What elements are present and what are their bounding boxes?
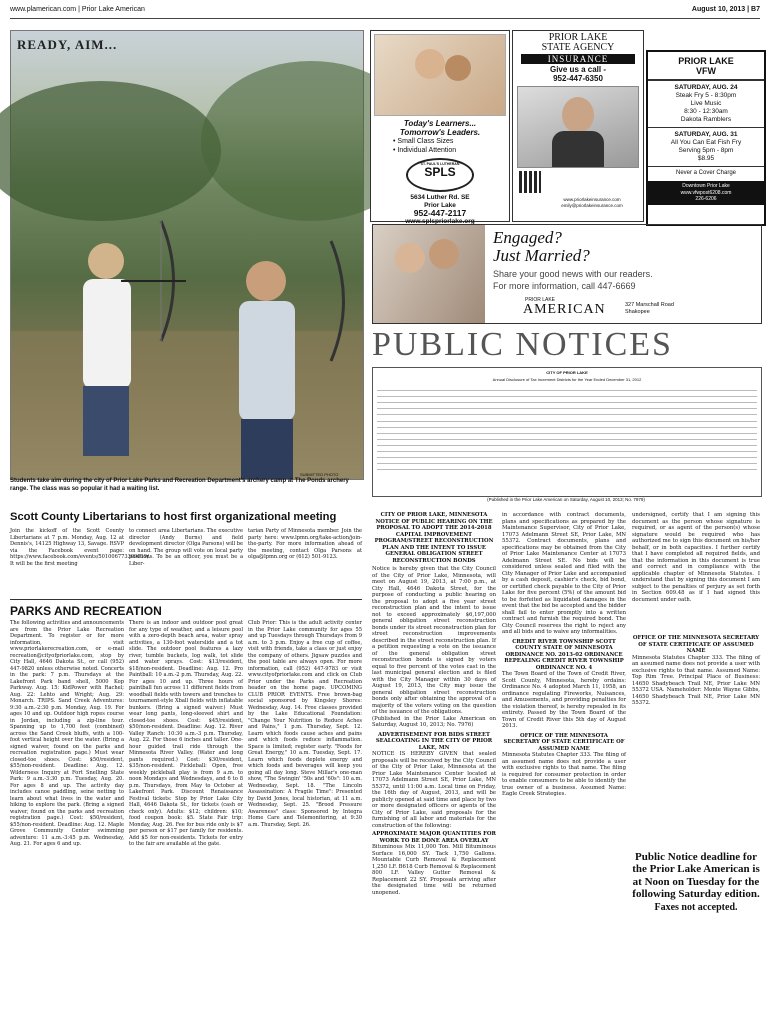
page-header [10, 6, 760, 19]
spls-web: www.splspriorlake.org [405, 218, 475, 225]
cert2-title: OFFICE OF THE MINNESOTA SECRETARY OF STATE CERTIFICATE OF ASSUMED NAME [503, 732, 625, 752]
libertarian-col1: Join the kickoff of the Scott County Libertarians at 7 p.m. Monday, Aug. 12 at Dennis's, 14125 Highway 13, Savage. RSVP via the Facebook event page: https://www.facebook.com/events/501006773309019/. It will be the first meeting [10, 528, 151, 567]
spls-logo-text: SPLS [424, 165, 456, 179]
vfw-footer1: Downtown Prior Lake [682, 183, 730, 189]
ins-line1: PRIOR LAKE [548, 32, 608, 43]
date-page: August 10, 2013 | B7 [691, 6, 760, 13]
public-notices-title: PUBLIC NOTICES [372, 326, 673, 363]
archery-scene-illustration [11, 31, 363, 479]
notice1-body: Notice is hereby given that the City Council of the City of Prior Lake, Minnesota, will meet on August 19, 2013, at 7:00 p.m., at City Hall, 4646 Dakota Street, for the purpose of conducting a public hearing on the proposal to adopt a five year street reconstruction plan and the intent to issue not to exceed approximately $6,197,000 general obligation street reconstruction bonds under its street reconstruction plan for street reconstruction improvements described in the street reconstruction plan. If a petition requesting a vote on the issuance of the general obligation street reconstruction bonds is signed by voters equal to five percent of the votes cast in the last municipal general election and is filed with the City Manager within 30 days of August 19, 2013, the City may issue the general obligation street reconstruction bonds only after obtaining the approval of a majority of the voters voting on the question of the issuance of the obligations. [372, 566, 496, 715]
photo-title: READY, AIM... [17, 37, 118, 52]
students-photo [374, 34, 506, 116]
vfw-event1-l1: Steak Fry 5 - 8:30pm [675, 92, 737, 99]
spls-logo [406, 158, 474, 192]
spls-bullet2: • Individual Attention [393, 147, 457, 154]
vfw-event2-l1: All You Can Eat Fish Fry [670, 139, 742, 146]
engaged-ad [372, 224, 762, 324]
notices-col2 [502, 512, 626, 1018]
vfw-title1: PRIOR LAKE [678, 56, 734, 66]
vfw-cover: Never a Cover Charge [675, 170, 737, 176]
vfw-event1-l3: 8:30 - 12:30am [684, 108, 728, 115]
vfw-footer2: www.vfwpost6208.com [680, 189, 732, 196]
site-name: www.plamerican.com | Prior Lake American [10, 6, 145, 13]
cert3-body: Minnesota Statutes Chapter 333. The filing of an assumed name does not provide a user with exclusive rights to that name. Assumed Name: Top Rim Tree. Principal Place of Business: 14650 Shadybeach Trail NE, Prior Lake MN 55372 USA. Nameholder: Monte Wayne Gibbs, 14650 Shadybeach Trail NE, Prior Lake MN 55372. [632, 654, 760, 706]
notice1-title: CITY OF PRIOR LAKE, MINNESOTA NOTICE OF PUBLIC HEARING ON THE PROPOSAL TO ADOPT THE 2014-2018 CAPITAL IMPROVEMENT PROGRAM/STREET RECONSTRUCTION PLAN AND THE INTENT TO ISSUE GENERAL OBLIGATION STREET RECONSTRUCTION BONDS [374, 512, 494, 564]
deadline-notice: Public Notice deadline for the Prior Lake American is at Noon on Tuesday for the following Saturday edition. [632, 850, 760, 900]
spls-phone: 952-447-2117 [413, 208, 467, 218]
libertarian-headline: Scott County Libertarians to host first organizational meeting [10, 511, 337, 523]
notice2-work: Bituminous Mix 11,000 Ton. Mill Bituminous Surface 16,000 SY. Tack 1,750 Gallons. Mountable Curb Removal & Replacement 1,250 LF. B618 Curb Removal & Replacement 800 LF. Valley Gutter Removal & Replacement 22 SY. Proposals arriving after the designated time will be returned unopened. [372, 844, 496, 896]
notice2-body: NOTICE IS HEREBY GIVEN that sealed proposals will be received by the City Council of the City of Prior Lake, Minnesota at the Prior Lake Maintenance Center located at 17073 Adelmann Street SE, Prior Lake, MN 55372, until 11:00 a.m. Local time on Friday, the 16th day of August, 2013, and will be publicly opened at said time and place by two or more designated officers or agents of the City of Prior Lake, said proposals for the furnishing of all labor and materials for the construction of the following: [372, 751, 496, 829]
ins-web: www.priorlakeinsurance.com [563, 197, 621, 202]
tif-disclosure-table [372, 367, 762, 497]
fax-notice: Faxes not accepted. [654, 901, 738, 913]
spls-address1: 5634 Luther Rd. SE [410, 194, 470, 201]
parks-col1: The following activities and announcements are from the Prior Lake Recreation Department. To register or for more information, visit www.priorlakerecreation.com, or e-mail recreation@cityofpriorlake.com, stop by City Hall, 4646 Dakota St., or call (952) 447-9820 unless otherwise noted. Concerts in the park: 7 p.m. Thursdays at the Lakefront Park band shell, 5000 Kop Parkway. Aug. 15: KidPower with Rachel; Aug. 22: Lehto and Wright; Aug. 29: Monarch. TRIPS. Sand Creek Adventures: 9:30 a.m.-2:30 p.m. Monday, Aug. 19. For ages 10 and up. Outdoor high ropes course in Jordan, including a zip-line tour. Spanning up to 1,700 feet (combined) across the Sand Creek bluffs, with a 100-foot vertical height over the water. (Bring a signed waiver, found on the parks and recreation registration page.) Must wear closed-toe shoes. Cost: $50/resident, $55/non-resident. Deadline: Aug. 12. Wilderness Inquiry at Fort Snelling State Park: 9 a.m.-3:30 p.m. Tuesday, Aug. 20. For ages 8 and up. The activity day includes canoe paddling, seine netting to learn about what lives in the water and hiking to explore the park. (Bring a signed waiver, found on the parks and recreation registration page.) Cost: $50/resident, $55/non-resident. Deadline: Aug. 12. Maple Grove Community Center swimming adventure: 11 a.m.-3:45 p.m. Wednesday, Aug. 21. For ages 6 and up. [10, 620, 124, 847]
notice1-pub: (Published in the Prior Lake American on Saturday, August 10, 2013; No. 7976) [372, 715, 496, 728]
table-rows [377, 385, 757, 470]
vfw-event2-l3: $8.95 [697, 155, 715, 162]
vfw-event1-l2: Live Music [690, 100, 722, 107]
ins-email: emily@priorlakeinsurance.com [561, 203, 623, 208]
cert2-body: Minnesota Statutes Chapter 333. The filing of an assumed name does not provide a user with exclusive rights to that name. The filing is required for consumer protection in order to enable consumers to be able to identify the true owner of a business. Assumed Name: Eagle Creek Strategies. [502, 752, 626, 797]
cert-continued: undersigned, certify that I am signing this document as the person whose signature is required, or as agent of the person(s) whose signature would be required who has authorized me to sign this document on his/her behalf, or in both capacities. I further certify that I have completed all required fields, and that the information in this document is true and correct and in compliance with the applicable chapter of Minnesota Statutes. I understand that by signing this document I am subject to the penalties of perjury as set forth in Section 609.48 as if I had signed this document under oath. [632, 512, 760, 603]
spls-headline2: Tomorrow's Leaders. [399, 128, 481, 137]
notice2-title: ADVERTISEMENT FOR BIDS STREET SEALCOATING IN THE CITY OF PRIOR LAKE, MN [375, 731, 493, 751]
parks-headline: PARKS AND RECREATION [10, 604, 162, 618]
photo-caption: Students take aim during the city of Prior Lake Parks and Recreation Department's archery camp at The Ponds archery range. The class was so popular it had a waiting list. [10, 478, 349, 492]
photo-credit: SUBMITTED PHOTO [300, 472, 339, 477]
qr-code-icon[interactable] [519, 171, 541, 193]
vfw-event1-l4: Dakota Ramblers [680, 116, 732, 123]
insurance-ad [512, 30, 644, 222]
archery-photo [10, 30, 364, 480]
notice2-continued: in accordance with contract documents, plans and specifications as prepared by the Maintenance Supervisor, City of Prior Lake, 17073 Adelmann Street SE, Prior Lake, MN 55372. Contract documents, plans and specifications may be obtained from the City of Prior Lake Maintenance Center at 17073 Adelmann Street SE. No bids will be considered unless sealed and filed with the City Manager of Prior Lake and accompanied by a cash deposit, cashier's check, bid bond, or certified check payable to the City of Prior Lake for five percent (5%) of the amount bid to be forfeited as liquidated damages in the event that the bid be accepted and the bidder shall fail to enter promptly into a written contract and furnish the required bond. The City Council reserves the right to reject any and all bids and to waive any informalities. [502, 512, 626, 635]
ins-give-call: Give us a call - [549, 65, 607, 74]
ordinance-title: CREDIT RIVER TOWNSHIP SCOTT COUNTY STATE OF MINNESOTA ORDINANCE NO. 2013-02 ORDINANCE REPEALING CREDIT RIVER TOWNSHIP ORDINANCE NO. 4 [504, 638, 624, 671]
brand-addr2: Shakopee [625, 308, 650, 315]
vfw-event2-l2: Serving 5pm - 8pm [678, 147, 734, 154]
spls-headline1: Today's Learners... [403, 119, 477, 128]
married-text: Just Married? [493, 246, 590, 265]
engaged-share: Share your good news with our readers. [493, 269, 653, 279]
vfw-event1-date: SATURDAY, AUG. 24 [674, 84, 738, 91]
ins-line3: INSURANCE [521, 54, 635, 64]
vfw-event2-date: SATURDAY, AUG. 31 [674, 131, 738, 138]
brand-small: PRIOR LAKE [525, 297, 556, 303]
spls-address2: Prior Lake [424, 201, 456, 209]
notices-col1 [372, 512, 496, 1018]
vfw-footer3: 226-6206 [695, 196, 717, 202]
libertarian-col3: tarian Party of Minnesota member. Join the party here: www.lpmn.org/take-action/join-the-party. For more information ahead of the meeting, contact Olga Parsons at olga@lpmn.org or (612) 501-9123. [248, 528, 362, 560]
table-subtitle: Annual Disclosure of Tax Increment Districts for the Year Ended December 31, 2012 [492, 377, 642, 382]
notice2-work-title: APPROXIMATE MAJOR QUANTITIES FOR WORK TO BE DONE AREA OVERLAY [372, 831, 496, 844]
brand-addr1: 327 Marschall Road [625, 302, 674, 308]
table-title: CITY OF PRIOR LAKE [546, 370, 588, 375]
brand-name: AMERICAN [523, 302, 606, 317]
table-pub-line: (Published in the Prior Lake American on Saturday, August 10, 2013; No. 7979) [487, 497, 645, 502]
parks-col2: There is an indoor and outdoor pool great for any type of weather, and a leisure pool with a zero-depth beach area, water spray activities, a 130-foot waterslide and a tot slide. The outdoor pool features a lazy river, tumble buckets, log walk, tot slide and water sprays. Cost: $13/resident, $18/non-resident. Deadline: Aug. 12. Pro Paintball: 10 a.m.-2 p.m. Thursday, Aug. 22. For ages 10 and up. Three hours of paintball fun across 11 different fields from woodball fields with towers and trenches to tournament-style Xball fields with inflatable bunkers. (Bring a signed waiver.) Must wear long pants, long-sleeved shirt and closed-toe shoes. Cost: $45/resident, $50/non-resident. Deadline: Aug. 12. River Valley Ranch: 10:30 a.m.-3 p.m. Thursday, Aug. 22. For those 6 inches and taller. One-hour guided trail ride through the Minnesota River Valley. (Water and long pants required.) Cost: $30/resident, $35/non-resident. Pickleball: Open, free weekly pickleball play is from 9 a.m. to noon Mondays and Wednesdays, and 6 to 8 p.m. Thursdays, from May to October at Lakefront Park. Discount Renaissance Festival tickets: Stop by Prior Lake City Hall, 4646 Dakota St., for tickets (cash or check only). Adults: $12; children: $10; food coupon book: $5. State Fair trip: Monday, Aug. 26. Fee for bus ride only is $7 per person or $17 per family for residents. Add $5 for non-residents. Tickets for entry to the fair are available at the gate. [129, 620, 243, 847]
libertarian-col2: to connect area Libertarians. The executive director (Andy Burns) and field development director (Olga Parsons) will be on hand. The group will vote on local party positions. To be an officer, you must be a Liber- [129, 528, 243, 567]
vfw-ad [646, 50, 766, 226]
ins-phone: 952-447-6350 [553, 74, 603, 83]
engaged-text: Engaged? [493, 228, 562, 247]
cert3-title: OFFICE OF THE MINNESOTA SECRETARY OF STATE CERTIFICATE OF ASSUMED NAME [632, 635, 760, 654]
ordinance-body: The Town Board of the Town of Credit River, Scott County, Minnesota, hereby ordains: Ordinance No. 4 adopted March 11, 1958, an ordinance regulating Fireworks, Nuisances, and Amusements, and providing penalties for the violation thereof, is hereby repealed in its entirety. Passed by the Town Board of the Town of Credit River this 5th day of August 2013. [502, 671, 626, 729]
spls-ad [370, 30, 510, 225]
parks-col3: Club Prior: This is the adult activity center in the Prior Lake community for ages 55 and up Tuesdays through Thursdays from 9 a.m. to 3 p.m. Enjoy a free cup of coffee, visit with friends, take a class or just enjoy the company of others. Jigsaw puzzles and the pool table are always open. For more information, call (952) 447-9783 or visit www.cityofpriorlake.com and click on Club Prior under the Parks and Recreation header on the home page. UPCOMING CLUB PRIOR EVENTS. Free brown-bag social sponsored by Kingsley Shores: Wednesday, Aug. 14. Free classes provided by the Lake Educational Foundation: "Change Your Nutrition to Reduce Aches and Pains," 1 p.m. Thursday, Sept. 12. Learn which foods cause aches and pains and which foods reduce inflammation. Space is limited; register early. "Foods for Great Energy," 10 a.m. Tuesday, Sept. 17. Learn which foods deplete energy and which foods and beverages will keep you going all day long. Steve Millar's one-man show, "The Swingin' '50s and '60s": 10 a.m. Wednesday, Sept. 18. "The Lincoln Assassination: A Fragile Time": Presented by David Jones, local historian, at 11 a.m. Wednesday, Sept. 25. "Brood Pressure Awareness" class: Sponsored by Integra Home Care and Telemonitoring, at 9:30 a.m. Thursday, Sept. 26. [248, 620, 362, 828]
agent-photo [517, 86, 639, 168]
engaged-info: For more information, call 447-6669 [493, 281, 636, 291]
spls-bullet1: • Small Class Sizes [393, 138, 454, 145]
notices-col3 [632, 512, 760, 1018]
couple-photo [373, 225, 485, 323]
vfw-title2: VFW [696, 66, 716, 76]
ins-line2: STATE AGENCY [541, 42, 615, 53]
spls-logo-top: ST. PAUL'S LUTHERAN [420, 162, 460, 166]
